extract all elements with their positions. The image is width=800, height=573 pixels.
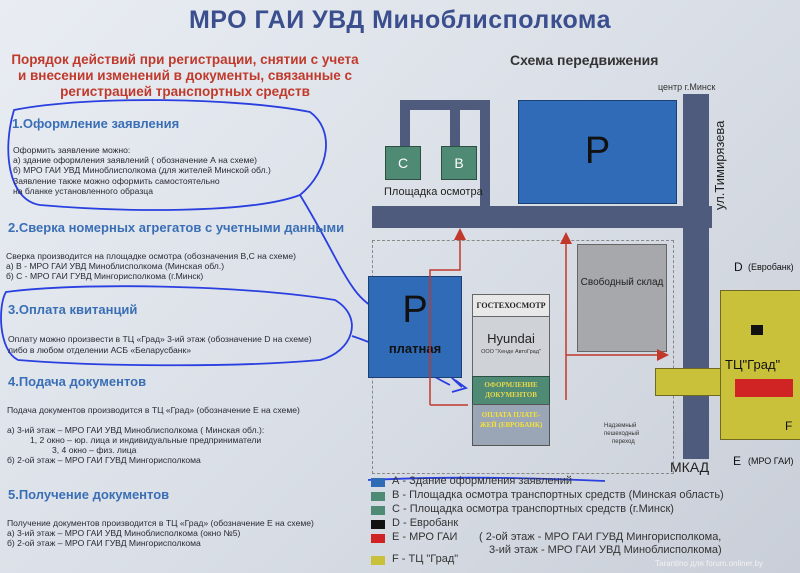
street-label: ул.Тимирязева bbox=[712, 120, 727, 210]
documents-label-2: ДОКУМЕНТОВ bbox=[485, 391, 537, 399]
section-5-heading: 5.Получение документов bbox=[8, 487, 170, 502]
inspection-c-label: C bbox=[397, 155, 409, 171]
gai-office-marker bbox=[735, 379, 793, 397]
legend-f: F - ТЦ "Град" bbox=[392, 553, 459, 565]
section-4-heading: 4.Подача документов bbox=[8, 374, 147, 389]
free-warehouse-label: Свободный склад bbox=[580, 277, 664, 288]
tc-grad bbox=[720, 290, 800, 440]
d-label: D bbox=[734, 260, 743, 274]
section-5-line: а) 3-ий этаж – МРО ГАИ УВД Миноблисполкома (окно №5) bbox=[7, 528, 241, 538]
section-1-line: Заявление также можно оформить самостоятельно bbox=[13, 176, 220, 186]
procedure-title-line2: и внесении изменений в документы, связанные с bbox=[17, 68, 353, 83]
legend-e-note-1: ( 2-ой этаж - МРО ГАИ ГУВД Мингорисполкома, bbox=[479, 531, 722, 543]
section-2-line: а) В - МРО ГАИ УВД Миноблисполкома (Минская обл.) bbox=[6, 261, 225, 271]
watermark: Tarantino для forum.onliner.by bbox=[655, 559, 763, 568]
section-1-line: на бланке установленного образца bbox=[13, 186, 154, 196]
legend-swatch-c bbox=[371, 506, 385, 515]
section-3-line: либо в любом отделении АСБ «Беларусбанк» bbox=[8, 345, 192, 355]
legend-e-note-2: 3-ий этаж - МРО ГАИ УВД Миноблисполкома) bbox=[489, 544, 722, 556]
legend-d: D - Евробанк bbox=[392, 517, 459, 529]
scheme-title: Схема передвижения bbox=[510, 52, 659, 68]
crossing-label-2: пешеходный bbox=[604, 431, 640, 437]
documents-label-1: ОФОРМЛЕНИЕ bbox=[484, 381, 538, 389]
section-4-line: 3, 4 окно – физ. лица bbox=[52, 445, 137, 455]
crossing-label-1: Надземный bbox=[604, 423, 637, 429]
section-1-line: б) МРО ГАИ УВД Миноблисполкома (для жителей Минской обл.) bbox=[13, 165, 271, 175]
paid-parking-label: платная bbox=[388, 341, 442, 356]
e-label: E bbox=[733, 454, 742, 468]
tc-grad-label: ТЦ"Град" bbox=[725, 357, 781, 372]
legend-swatch-b bbox=[371, 492, 385, 501]
legend-swatch-e bbox=[371, 534, 385, 543]
legend-swatch-a bbox=[371, 478, 385, 487]
legend-b: В - Площадка осмотра транспортных средств (Минская область) bbox=[392, 489, 724, 501]
legend-a: А - Здание оформления заявлений bbox=[392, 475, 573, 487]
gostekhosmotr-label: ГОСТЕХОСМОТР bbox=[476, 301, 546, 310]
parking-top-label: P bbox=[584, 130, 611, 172]
section-4-line: 1, 2 окно – юр. лица и индивидуальные предприниматели bbox=[30, 435, 262, 445]
crossing-label-3: переход bbox=[612, 439, 635, 445]
pedestrian-bridge bbox=[655, 368, 729, 396]
section-2-heading: 2.Сверка номерных агрегатов с учетными данными bbox=[8, 220, 345, 235]
section-4-line: Подача документов производится в ТЦ «Град» (обозначение Е на схеме) bbox=[7, 405, 300, 415]
section-4-line: а) 3-ий этаж – МРО ГАИ УВД Миноблисполкома ( Минская обл.): bbox=[7, 425, 265, 435]
city-center-label: центр г.Минск bbox=[658, 82, 716, 92]
legend-e: Е - МРО ГАИ bbox=[392, 531, 458, 543]
section-2-line: Сверка производится на площадке осмотра (обозначения В,С на схеме) bbox=[6, 251, 296, 261]
section-1-line: а) здание оформления заявлений ( обозначение А на схеме) bbox=[13, 155, 257, 165]
payment-label-1: ОПЛАТА ПЛАТЕ- bbox=[481, 411, 541, 419]
procedure-title-line1: Порядок действий при регистрации, снятии с учета bbox=[11, 52, 359, 67]
d-sub-label: (Евробанк) bbox=[748, 262, 794, 272]
inspection-area-label: Площадка осмотра bbox=[384, 186, 483, 198]
section-1-line: Оформить заявление можно: bbox=[13, 145, 131, 155]
section-3-line: Оплату можно произвести в ТЦ «Град» 3-ий этаж (обозначение D на схеме) bbox=[8, 334, 312, 344]
section-5-line: Получение документов производится в ТЦ «Град» (обозначение Е на схеме) bbox=[7, 518, 314, 528]
section-4-line: б) 2-ой этаж – МРО ГАИ ГУВД Мингорисполкома bbox=[7, 455, 201, 465]
section-1-heading: 1.Оформление заявления bbox=[12, 116, 180, 131]
page-title: МРО ГАИ УВД Миноблисполкома bbox=[188, 6, 612, 34]
section-3-heading: 3.Оплата квитанций bbox=[8, 302, 138, 317]
section-5-line: б) 2-ой этаж – МРО ГАИ ГУВД Мингорисполкома bbox=[7, 538, 201, 548]
eurobank-marker bbox=[751, 325, 763, 335]
inspection-b-label: B bbox=[454, 155, 464, 171]
legend-c: С - Площадка осмотра транспортных средств (г.Минск) bbox=[392, 503, 674, 515]
procedure-title-line3: регистрацией транспортных средств bbox=[60, 84, 310, 99]
payment-label-2: ЖЕЙ (ЕВРОБАНК) bbox=[479, 421, 543, 429]
mkad-label: МКАД bbox=[670, 459, 710, 475]
legend-swatch-d bbox=[371, 520, 385, 529]
section-2-line: б) С - МРО ГАИ ГУВД Мингорисполкома (г.Минск) bbox=[6, 271, 204, 281]
grad-f-label: F bbox=[785, 419, 793, 433]
hyundai-sub: ООО "Хенде АвтоГрад" bbox=[481, 349, 541, 355]
e-sub-label: (МРО ГАИ) bbox=[748, 456, 794, 466]
paid-parking-letter: P bbox=[402, 289, 428, 331]
hyundai-label: Hyundai bbox=[487, 331, 535, 346]
legend-swatch-f bbox=[371, 556, 385, 565]
